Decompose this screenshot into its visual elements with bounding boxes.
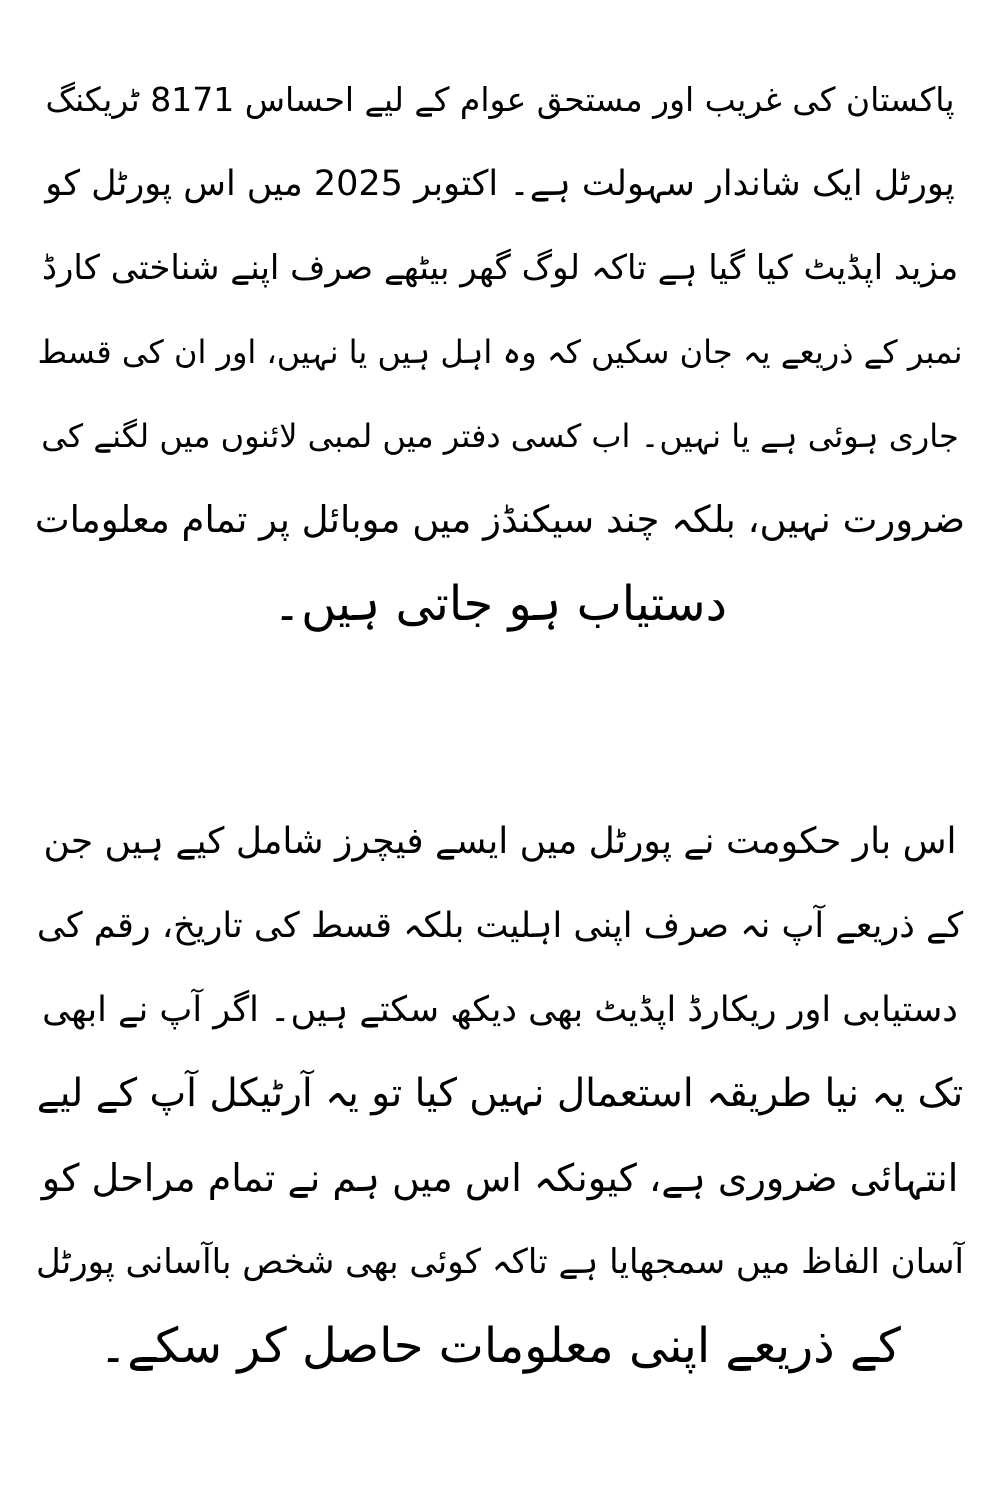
paragraph-2-line-5: انتہائی ضروری ہے، کیونکہ اس میں ہم نے تمام مراحل کو [41, 1156, 959, 1200]
paragraph-1-line-1: پاکستان کی غریب اور مستحق عوام کے لیے احساس 8171 ٹریکنگ [45, 80, 955, 119]
paragraph-1-line-3: مزید اپڈیٹ کیا گیا ہے تاکہ لوگ گھر بیٹھے صرف اپنے شناختی کارڈ [41, 248, 959, 288]
paragraph-2 [35, 800, 965, 1388]
paragraph-2-line-1: اس بار حکومت نے پورٹل میں ایسے فیچرز شامل کیے ہیں جن [43, 821, 957, 862]
paragraph-1-line-2: پورٹل ایک شاندار سہولت ہے۔ اکتوبر 2025 میں اس پورٹل کو [45, 164, 955, 204]
paragraph-2-line-2: کے ذریعے آپ نہ صرف اپنی اہلیت بلکہ قسط کی تاریخ، رقم کی [36, 906, 964, 946]
paragraph-2-line-3: دستیابی اور ریکارڈ اپڈیٹ بھی دیکھ سکتے ہیں۔ اگر آپ نے ابھی [42, 990, 958, 1030]
paragraph-1-line-6: ضرورت نہیں، بلکہ چند سیکنڈز میں موبائل پر تمام معلومات [35, 498, 965, 541]
paragraph-2-line-7: کے ذریعے اپنی معلومات حاصل کر سکے۔ [99, 1318, 901, 1374]
paragraph-1 [35, 58, 965, 646]
paragraph-2-line-6: آسان الفاظ میں سمجھایا ہے تاکہ کوئی بھی شخص باآسانی پورٹل [36, 1242, 964, 1282]
paragraph-1-line-4: نمبر کے ذریعے یہ جان سکیں کہ وہ اہل ہیں یا نہیں، اور ان کی قسط [37, 333, 963, 371]
paragraph-1-line-7: دستیاب ہو جاتی ہیں۔ [272, 576, 727, 632]
paragraph-2-line-4: تک یہ نیا طریقہ استعمال نہیں کیا تو یہ آرٹیکل آپ کے لیے [36, 1071, 964, 1116]
paragraph-1-line-5: جاری ہوئی ہے یا نہیں۔ اب کسی دفتر میں لمبی لائنوں میں لگنے کی [41, 417, 959, 455]
